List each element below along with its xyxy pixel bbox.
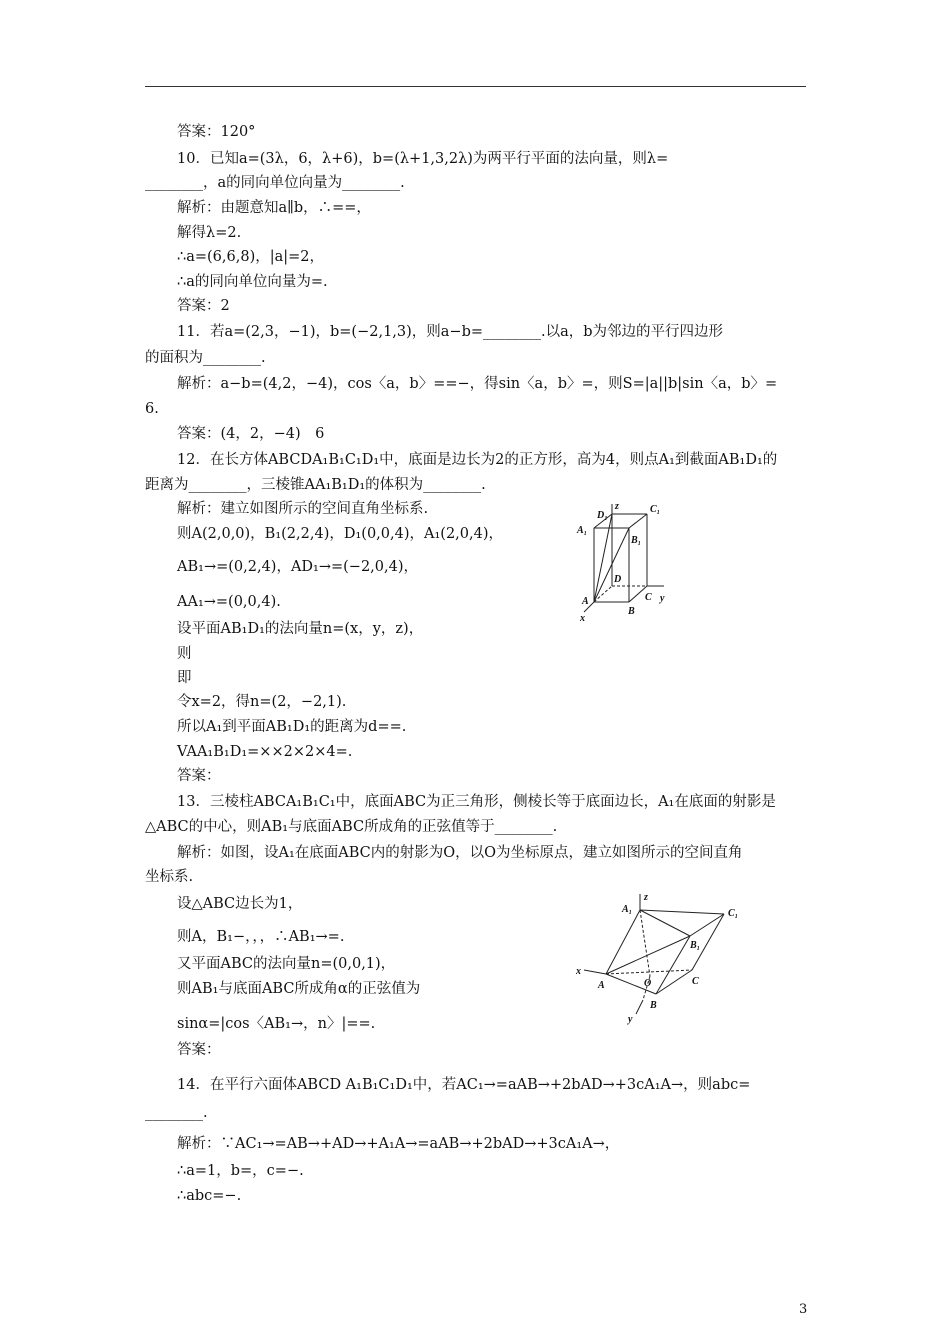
fig2-label-c: C [692,976,699,987]
fig1-label-a1: A₁ [577,525,588,536]
fig2-label-x: x [576,966,581,977]
prism-figure [572,890,772,1040]
problem-13-cont: △ABC的中心，则AB₁与底面ABC所成角的正弦值等于________. [145,819,558,835]
fig1-label-b1: B₁ [631,535,642,546]
solution-10-line4: ∴a的同向单位向量为=. [177,274,328,290]
problem-11: 11．若a=(2,3，−1)，b=(−2,1,3)，则a−b=________.以a，b为邻边的平行四边形 [177,324,724,340]
answer-10: 答案：2 [177,298,230,314]
problem-10: 10．已知a=(3λ，6，λ+6)，b=(λ+1,3,2λ)为两平行平面的法向量，则λ= [177,151,669,167]
fig2-label-a: A [598,980,605,991]
fig1-label-a: A [582,596,589,607]
fig1-label-d: D [614,574,622,585]
problem-12: 12．在长方体ABCDA₁B₁C₁D₁中，底面是边长为2的正方形，高为4，则点A₁到截面AB₁D₁的 [177,452,778,468]
answer-12: 答案： [177,768,221,784]
solution-13-line1-cont: 坐标系. [145,869,194,885]
solution-12-line6: 则 [177,646,192,662]
solution-13-line5: 则AB₁与底面ABC所成角α的正弦值为 [177,981,421,997]
answer-11: 答案：(4，2，−4) 6 [177,426,325,442]
problem-12-cont: 距离为________，三棱锥AA₁B₁D₁的体积为________. [145,477,486,493]
answer-13: 答案： [177,1042,221,1058]
solution-12-line1: 解析：建立如图所示的空间直角坐标系. [177,501,429,517]
solution-14-line2: ∴a=1，b=，c=−. [177,1163,304,1179]
solution-10-line1: 解析：由题意知a∥b，∴==， [177,200,371,216]
solution-12-line2: 则A(2,0,0)，B₁(2,2,4)，D₁(0,0,4)，A₁(2,0,4)， [177,526,503,542]
page-number: 3 [799,1302,808,1317]
solution-12-line8: 令x=2，得n=(2，−2,1). [177,694,347,710]
solution-10-line2: 解得λ=2. [177,225,242,241]
fig2-label-y: y [628,1014,633,1025]
header-rule [145,86,806,87]
solution-12-line7: 即 [177,670,192,686]
problem-14-cont: ________. [145,1105,208,1121]
solution-13-line1: 解析：如图，设A₁在底面ABC内的射影为O，以O为坐标原点，建立如图所示的空间直角 [177,845,743,861]
fig1-label-c: C [645,592,652,603]
fig2-label-o: O [644,978,652,989]
solution-14-line1: 解析：∵AC₁→=AB→+AD→+A₁A→=aAB→+2bAD→+3cA₁A→， [177,1136,620,1152]
problem-14: 14．在平行六面体ABCD A₁B₁C₁D₁中，若AC₁→=aAB→+2bAD→+3cA₁A→，则abc= [177,1077,751,1093]
solution-11: 解析：a−b=(4,2，−4)，cos〈a，b〉==−，得sin〈a，b〉=，则S=|a||b|sin〈a，b〉= [177,376,778,392]
cuboid-figure [572,500,677,625]
fig2-label-b1: B₁ [690,940,701,951]
fig1-label-x: x [580,613,585,624]
fig2-label-z: z [644,892,648,903]
fig1-label-y: y [660,593,665,604]
problem-10-cont: ________，a的同向单位向量为________. [145,175,405,191]
solution-12-line5: 设平面AB₁D₁的法向量n=(x，y，z)， [177,621,424,637]
solution-13-line2: 设△ABC边长为1， [177,896,303,912]
fig2-label-b: B [650,1000,657,1011]
fig2-label-a1: A₁ [622,904,633,915]
solution-12-line4: AA₁→=(0,0,4). [177,594,281,610]
solution-13-line6: sinα=|cos〈AB₁→，n〉|==. [177,1016,376,1032]
fig2-label-c1: C₁ [728,908,739,919]
fig1-label-c1: C₁ [650,504,661,515]
answer-9: 答案：120° [177,124,256,140]
solution-10-line3: ∴a=(6,6,8)，|a|=2， [177,249,325,265]
solution-13-line4: 又平面ABC的法向量n=(0,0,1)， [177,956,396,972]
fig1-label-b: B [628,606,635,617]
solution-11-cont: 6. [145,401,159,417]
problem-13: 13．三棱柱ABCA₁B₁C₁中，底面ABC为正三角形，侧棱长等于底面边长，A₁在底面的射影是 [177,794,776,810]
solution-12-line10: VAA₁B₁D₁=××2×2×4=. [177,744,353,760]
solution-12-line9: 所以A₁到平面AB₁D₁的距离为d==. [177,719,407,735]
fig1-label-z: z [615,501,619,512]
fig1-label-d1: D₁ [597,510,608,521]
problem-11-cont: 的面积为________. [145,350,266,366]
solution-14-line3: ∴abc=−. [177,1188,242,1204]
solution-13-line3: 则A，B₁−，，，∴AB₁→=. [177,929,345,945]
solution-12-line3: AB₁→=(0,2,4)，AD₁→=(−2,0,4)， [177,559,419,575]
